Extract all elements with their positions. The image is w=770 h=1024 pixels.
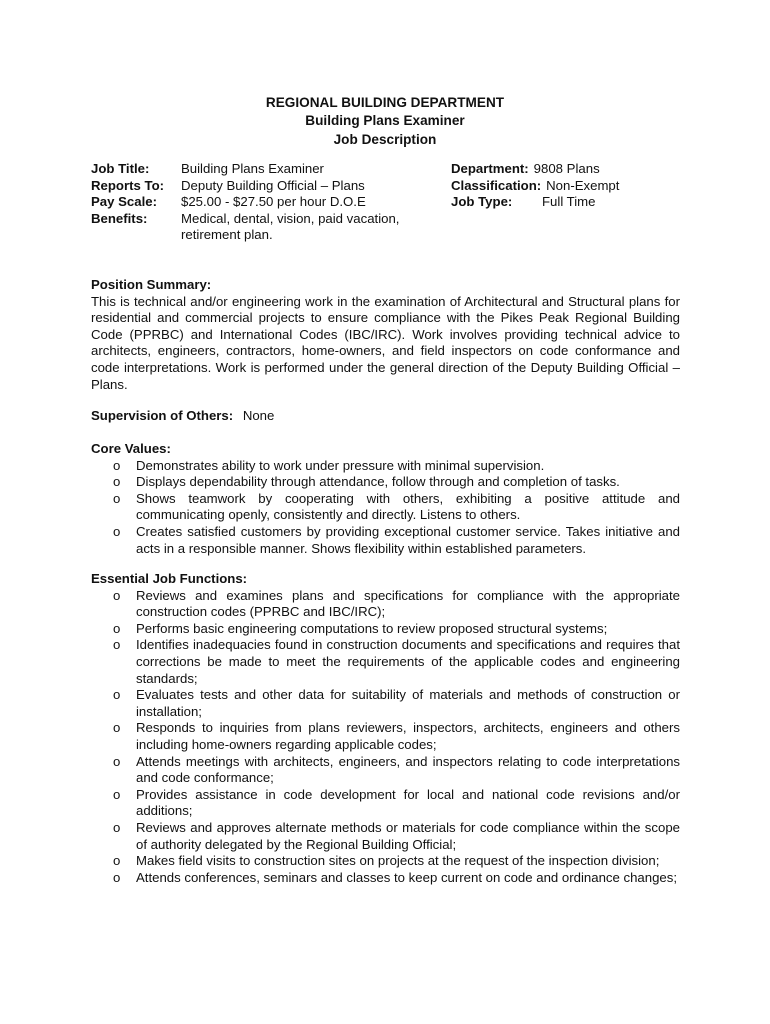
list-item: o Evaluates tests and other data for suitability of materials and methods of construction or installation; (91, 687, 680, 720)
reports-to-value: Deputy Building Official – Plans (181, 177, 365, 193)
position-summary-text: This is technical and/or engineering work in the examination of Architectural and Structural plans for residential and commercial projects to ensure compliance with the Pikes Peak Regional Building Code (PPRBC) and International Codes (IBC/IRC). Work involves providing technical advice to architects, engineers, contractors, home-owners, and field inspectors on code conformance and code interpretations. Work is performed under the general direction of the Deputy Building Official – Plans. (91, 293, 680, 392)
list-item: o Reviews and approves alternate methods or materials for code compliance within the scope of authority delegated by the Regional Building Official; (91, 820, 680, 853)
core-values-list (91, 458, 680, 558)
pay-scale-row (91, 194, 431, 211)
list-item: o Creates satisfied customers by providing exceptional customer service. Takes initiative and acts in a responsible manner. Shows flexibility within established parameters. (91, 524, 680, 557)
reports-to-label: Reports To: (91, 177, 165, 193)
classification-row (451, 178, 691, 195)
job-info-left (91, 161, 431, 244)
essential-functions-section (91, 571, 680, 886)
position-summary-title: Position Summary: (91, 277, 212, 292)
classification-label: Classification: (451, 177, 542, 193)
benefits-value: Medical, dental, vision, paid vacation, retirement plan. (181, 210, 400, 243)
document-header (0, 94, 770, 149)
supervision-label: Supervision of Others: (91, 408, 234, 423)
list-item: o Demonstrates ability to work under pressure with minimal supervision. (91, 458, 680, 475)
reports-to-row (91, 178, 431, 195)
essential-functions-title: Essential Job Functions: (91, 571, 248, 586)
list-item: o Identifies inadequacies found in construction documents and specifications and requires that corrections be made to meet the requirements of the applicable codes and engineering standards; (91, 637, 680, 687)
department-row (451, 161, 691, 178)
supervision-value: None (242, 408, 275, 423)
list-item: o Performs basic engineering computations to review proposed structural systems; (91, 621, 680, 638)
core-values-title: Core Values: (91, 441, 171, 456)
supervision-section (91, 408, 680, 425)
job-title-value: Building Plans Examiner (181, 161, 324, 176)
job-type-row (451, 194, 691, 211)
document-type-heading: Job Description (333, 131, 437, 147)
job-title-heading: Building Plans Examiner (305, 113, 465, 129)
essential-functions-list (91, 588, 680, 887)
job-title-row (91, 161, 431, 178)
list-item: o Attends meetings with architects, engineers, and inspectors relating to code interpretations and code conformance; (91, 754, 680, 787)
list-item: o Reviews and examines plans and specifications for compliance with the appropriate construction codes (PPRBC and IBC/IRC); (91, 588, 680, 621)
list-item: o Shows teamwork by cooperating with others, exhibiting a positive attitude and communicating openly, consistently and directly. Listens to others. (91, 491, 680, 524)
position-summary-section (91, 277, 680, 393)
job-type-label: Job Type: (451, 194, 513, 210)
job-info-block (91, 161, 691, 251)
classification-value: Non-Exempt (546, 177, 620, 193)
list-item: o Displays dependability through attendance, follow through and completion of tasks. (91, 474, 680, 491)
list-item: o Responds to inquiries from plans reviewers, inspectors, architects, engineers and others including home-owners regarding applicable codes; (91, 720, 680, 753)
core-values-section (91, 441, 680, 557)
pay-scale-label: Pay Scale: (91, 194, 157, 210)
list-item: o Makes field visits to construction sites on projects at the request of the inspection division; (91, 853, 680, 870)
pay-scale-value: $25.00 - $27.50 per hour D.O.E (181, 194, 366, 210)
department-label: Department: (451, 161, 529, 176)
benefits-label: Benefits: (91, 210, 148, 226)
list-item: o Attends conferences, seminars and classes to keep current on code and ordinance changes; (91, 870, 680, 887)
organization-name: REGIONAL BUILDING DEPARTMENT (265, 95, 505, 110)
department-value: 9808 Plans (533, 161, 600, 176)
list-item: o Provides assistance in code development for local and national code revisions and/or additions; (91, 787, 680, 820)
job-type-value: Full Time (542, 194, 596, 210)
job-info-right (451, 161, 691, 211)
job-title-label: Job Title: (91, 161, 150, 176)
benefits-row (91, 211, 431, 244)
